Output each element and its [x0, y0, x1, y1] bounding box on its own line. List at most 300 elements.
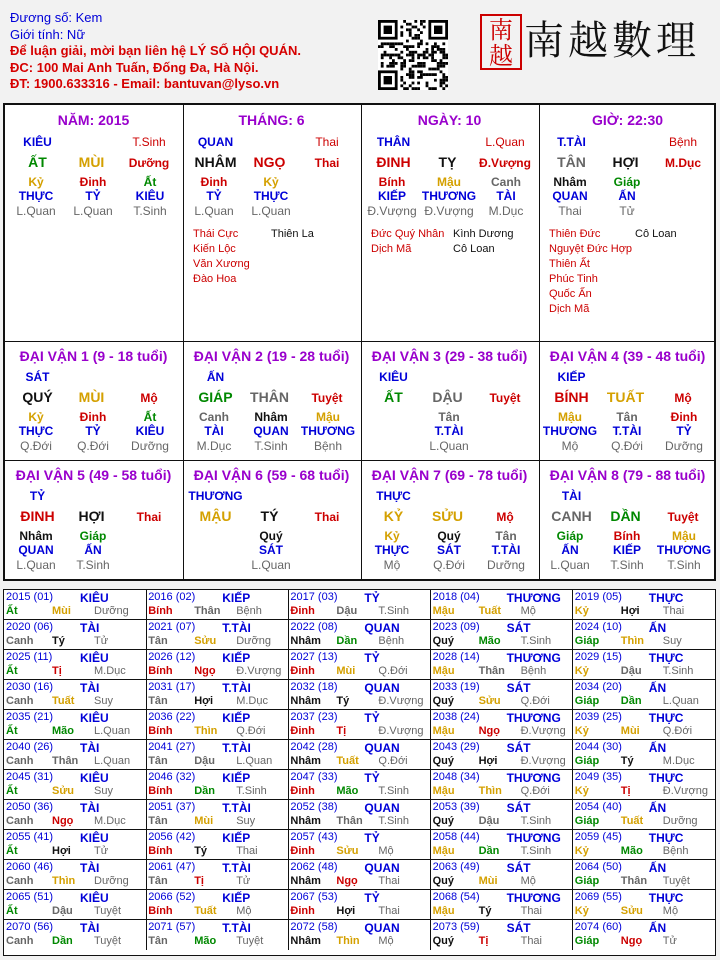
year-stem: Giáp [574, 755, 600, 767]
year-stem: Bính [148, 605, 173, 617]
year-ten-god: KIÊU [80, 711, 109, 725]
owner-name: Đương số: Kem [10, 10, 103, 25]
year-cell [431, 710, 574, 740]
year-branch: Tuất [52, 695, 75, 707]
hidden-phase: Dưỡng [487, 558, 525, 572]
year-phase: Thai [378, 905, 400, 917]
year-phase: Tử [236, 875, 251, 887]
year-branch: Mùi [620, 725, 640, 737]
year-label: 2016 (02) [148, 591, 196, 603]
year-cell [573, 920, 716, 950]
other-star: Kình Dương [453, 228, 514, 240]
year-stem: Giáp [574, 935, 600, 947]
hidden-phase: L.Quan [550, 558, 590, 572]
year-phase: M.Dục [94, 665, 126, 677]
earthly-branch: SỬU [431, 508, 464, 524]
hidden-phase: Mộ [383, 558, 401, 572]
dai-van-title: ĐẠI VẬN 2 (19 - 28 tuổi) [193, 348, 350, 364]
year-label: 2033 (19) [432, 681, 480, 693]
year-label: 2023 (09) [432, 621, 480, 633]
year-branch: Dậu [620, 665, 642, 677]
life-phase: Tuyệt [311, 391, 343, 405]
other-star: Cô Loan [453, 243, 495, 255]
hidden-phase: L.Quan [194, 204, 234, 218]
year-cell [146, 680, 289, 710]
year-label: 2039 (25) [574, 711, 622, 723]
year-stem: Ất [6, 905, 18, 917]
year-stem: Nhâm [290, 935, 321, 947]
year-label: 2031 (17) [148, 681, 196, 693]
year-branch: Thìn [336, 935, 360, 947]
hidden-stem: Nhâm [254, 410, 288, 424]
year-phase: Đ.Vượng [378, 725, 424, 737]
heavenly-stem: TÂN [557, 154, 586, 170]
year-stem: Quý [432, 935, 454, 947]
year-phase: Tử [662, 935, 677, 947]
hidden-ten-god: SÁT [259, 543, 283, 557]
hidden-ten-god: SÁT [437, 543, 461, 557]
earthly-branch: THÂN [250, 389, 289, 405]
year-stem: Tân [148, 935, 168, 947]
year-label: 2054 (40) [574, 801, 622, 813]
hidden-stem: Quý [259, 529, 283, 543]
year-branch: Tuất [194, 905, 217, 917]
year-branch: Thìn [194, 725, 218, 737]
year-ten-god: T.TÀI [222, 861, 251, 875]
year-cell [573, 680, 716, 710]
year-label: 2065 (51) [6, 891, 54, 903]
dai-van-panel [539, 341, 716, 460]
year-cell [146, 770, 289, 800]
year-branch: Tuất [620, 815, 644, 827]
pillar-panel [5, 105, 182, 341]
year-stem: Kỷ [574, 845, 589, 857]
dai-van-panel [5, 460, 182, 579]
year-ten-god: QUAN [364, 861, 400, 875]
year-cell [146, 650, 289, 680]
year-stem: Quý [432, 635, 454, 647]
hidden-ten-god: THỰC [18, 189, 54, 203]
year-ten-god: QUAN [364, 621, 400, 635]
hidden-ten-god: THƯƠNG [300, 424, 356, 438]
year-branch: Mão [194, 935, 217, 947]
year-phase: T.Sinh [520, 815, 552, 827]
year-cell [4, 770, 147, 800]
earthly-branch: HỢI [78, 508, 105, 524]
hidden-stem: Bính [613, 529, 641, 543]
hidden-stem: Mậu [316, 410, 340, 424]
year-branch: Dần [194, 785, 215, 797]
year-stem: Canh [6, 635, 34, 647]
year-label: 2044 (30) [574, 741, 622, 753]
year-ten-god: T.TÀI [222, 741, 251, 755]
year-branch: Ngọ [194, 665, 216, 677]
auspicious-star: Thái Cực [193, 228, 239, 240]
year-branch: Thân [478, 665, 505, 677]
year-branch: Mùi [194, 815, 214, 827]
hidden-phase: T.Sinh [610, 558, 644, 572]
year-branch: Tị [52, 665, 62, 677]
hidden-stem: Canh [491, 175, 521, 189]
year-stem: Kỷ [574, 665, 589, 677]
hidden-stem: Mậu [437, 175, 461, 189]
year-label: 2030 (16) [6, 681, 54, 693]
year-ten-god: SÁT [506, 621, 531, 635]
heavenly-stem: ĐINH [376, 154, 411, 170]
year-cell [573, 800, 716, 830]
year-phase: T.Sinh [520, 635, 552, 647]
life-phase: Mộ [140, 391, 158, 405]
hidden-stem: Tân [495, 529, 517, 543]
dai-van-panel [539, 460, 716, 579]
year-ten-god: SÁT [506, 741, 531, 755]
year-ten-god: ẤN [648, 921, 667, 935]
year-cell [573, 890, 716, 920]
hidden-stem: Giáp [613, 175, 641, 189]
auspicious-star: Nguyệt Đức Hợp [549, 243, 633, 255]
hidden-stem: Mậu [558, 410, 582, 424]
auspicious-star: Đức Quý Nhân [371, 228, 445, 240]
year-branch: Thìn [52, 875, 76, 887]
ten-god-star: QUAN [197, 135, 234, 149]
ten-god-star: THƯƠNG [188, 489, 243, 503]
year-phase: T.Sinh [236, 785, 267, 797]
year-stem: Ất [6, 845, 18, 857]
hidden-phase: Q.Đới [20, 439, 52, 453]
relation-label: L.Quan [485, 135, 525, 149]
ten-god-star: KIÊU [379, 370, 408, 384]
ten-god-star: TÀI [561, 489, 582, 503]
year-label: 2026 (12) [148, 651, 196, 663]
dai-van-title: ĐẠI VẬN 6 (59 - 68 tuổi) [193, 467, 350, 483]
year-phase: Suy [662, 635, 682, 647]
year-phase: Tuyệt [94, 935, 122, 947]
year-stem: Nhâm [290, 755, 321, 767]
ten-god-star: T.TÀI [557, 135, 586, 149]
dai-van-title: ĐẠI VẬN 7 (69 - 78 tuổi) [371, 467, 528, 483]
year-branch: Tý [52, 635, 65, 647]
year-cell [573, 590, 716, 620]
year-phase: Thai [378, 875, 400, 887]
year-branch: Mão [478, 635, 501, 647]
earthly-branch: TỴ [438, 154, 457, 170]
year-ten-god: T.TÀI [222, 801, 251, 815]
year-branch: Thân [620, 875, 648, 887]
year-label: 2042 (28) [290, 741, 338, 753]
year-stem: Quý [432, 815, 454, 827]
year-cell [288, 800, 431, 830]
hidden-stem: Mậu [672, 529, 696, 543]
year-label: 2072 (58) [290, 921, 338, 933]
hidden-ten-god: TÀI [496, 189, 516, 203]
year-stem: Ất [6, 725, 18, 737]
year-phase: Mộ [520, 605, 536, 617]
year-label: 2052 (38) [290, 801, 338, 813]
year-ten-god: KIẾP [222, 711, 251, 725]
hidden-phase: L.Quan [251, 558, 291, 572]
dai-van-panel [361, 341, 538, 460]
ten-god-star: KIÊU [23, 135, 52, 149]
year-stem: Tân [148, 755, 168, 767]
hidden-stem: Nhâm [19, 529, 53, 543]
address: ĐC: 100 Mai Anh Tuấn, Đống Đa, Hà Nội. [10, 59, 259, 75]
year-stem: Nhâm [290, 815, 321, 827]
auspicious-star: Thiên Ất [549, 258, 590, 270]
year-branch: Hợi [194, 695, 214, 707]
year-phase: Q.Đới [662, 725, 693, 737]
year-phase: Bệnh [378, 635, 405, 647]
year-stem: Quý [432, 875, 454, 887]
year-cell [288, 590, 431, 620]
year-ten-god: SÁT [506, 681, 531, 695]
earthly-branch: HỢI [612, 154, 639, 170]
year-stem: Đinh [290, 665, 315, 677]
year-stem: Kỷ [574, 725, 589, 737]
dai-van-panel [5, 341, 182, 460]
year-branch: Tị [336, 725, 347, 737]
hidden-phase: Q.Đới [77, 439, 109, 453]
year-cell [573, 710, 716, 740]
year-stem: Kỷ [574, 905, 589, 917]
year-ten-god: TÀI [80, 621, 100, 635]
year-ten-god: TỶ [364, 651, 380, 665]
year-cell [431, 590, 574, 620]
year-label: 2055 (41) [6, 831, 54, 843]
hidden-stem: Ất [143, 175, 157, 189]
hidden-phase: L.Quan [16, 558, 56, 572]
year-ten-god: THƯƠNG [506, 771, 561, 785]
year-label: 2070 (56) [6, 921, 54, 933]
ten-god-star: TỶ [29, 489, 46, 503]
dai-van-panel [183, 341, 360, 460]
year-phase: Suy [236, 815, 256, 827]
hidden-ten-god: T.TÀI [612, 424, 642, 438]
year-stem: Bính [148, 845, 173, 857]
year-label: 2024 (10) [574, 621, 622, 633]
year-phase: Đ.Vượng [236, 665, 282, 677]
year-ten-god: THỰC [648, 831, 684, 845]
year-cell [431, 800, 574, 830]
hidden-ten-god: THỰC [253, 189, 289, 203]
year-ten-god: TỶ [364, 831, 380, 845]
dai-van-title: ĐẠI VẬN 5 (49 - 58 tuổi) [15, 467, 172, 483]
year-ten-god: KIÊU [80, 891, 109, 905]
annual-fortune-table [3, 589, 716, 956]
year-branch: Ngọ [620, 935, 643, 947]
year-branch: Hợi [336, 905, 356, 917]
earthly-branch: DẬU [432, 389, 463, 405]
year-stem: Tân [148, 695, 168, 707]
year-stem: Bính [148, 785, 173, 797]
year-label: 2056 (42) [148, 831, 196, 843]
hidden-ten-god: THỰC [18, 424, 54, 438]
life-phase: Dưỡng [128, 156, 170, 170]
year-cell [431, 650, 574, 680]
hidden-ten-god: T.TÀI [491, 543, 521, 557]
year-cell [288, 650, 431, 680]
hidden-ten-god: ẤN [618, 189, 636, 203]
year-branch: Tý [336, 695, 350, 707]
year-phase: Mộ [236, 905, 252, 917]
year-ten-god: THỰC [648, 651, 684, 665]
auspicious-star: Quốc Ấn [549, 288, 592, 300]
year-label: 2050 (36) [6, 801, 54, 813]
pillar-panel [183, 105, 360, 341]
year-cell [146, 890, 289, 920]
life-phase: Mộ [674, 391, 692, 405]
pillar-title: NĂM: 2015 [57, 112, 130, 128]
year-label: 2017 (03) [290, 591, 338, 603]
year-ten-god: SÁT [506, 861, 531, 875]
year-ten-god: SÁT [506, 921, 531, 935]
year-ten-god: QUAN [364, 801, 400, 815]
hidden-phase: L.Quan [16, 204, 56, 218]
year-branch: Tị [478, 935, 489, 947]
year-phase: Tử [94, 845, 109, 857]
year-cell [146, 920, 289, 950]
year-branch: Dậu [194, 755, 215, 767]
dai-van-title: ĐẠI VẬN 4 (39 - 48 tuổi) [549, 348, 706, 364]
year-label: 2073 (59) [432, 921, 480, 933]
year-ten-god: THỰC [648, 591, 684, 605]
life-phase: Đ.Vượng [479, 156, 531, 170]
auspicious-star: Dịch Mã [549, 303, 590, 315]
year-ten-god: ẤN [648, 741, 667, 755]
year-branch: Thân [52, 755, 79, 767]
year-ten-god: KIÊU [80, 591, 109, 605]
hidden-ten-god: KIÊU [135, 189, 165, 203]
year-stem: Mậu [432, 905, 455, 917]
year-ten-god: TỶ [364, 771, 380, 785]
heavenly-stem: NHÂM [194, 154, 237, 170]
year-ten-god: KIẾP [222, 771, 251, 785]
year-phase: Thai [520, 905, 542, 917]
hidden-ten-god: THƯƠNG [542, 424, 598, 438]
year-stem: Tân [148, 875, 168, 887]
year-branch: Hợi [620, 605, 640, 617]
year-phase: Q.Đới [236, 725, 266, 737]
year-branch: Hợi [478, 755, 498, 767]
year-label: 2034 (20) [574, 681, 622, 693]
earthly-branch: NGỌ [253, 154, 286, 170]
year-branch: Tý [478, 905, 492, 917]
year-ten-god: THƯƠNG [506, 591, 561, 605]
hidden-stem: Tân [616, 410, 638, 424]
year-cell [573, 830, 716, 860]
year-label: 2032 (18) [290, 681, 338, 693]
year-phase: Suy [94, 785, 113, 797]
year-phase: Bệnh [662, 845, 689, 857]
year-branch: Hợi [52, 845, 71, 857]
year-phase: Tuyệt [94, 905, 122, 917]
heavenly-stem: ẤT [28, 154, 47, 170]
year-stem: Đinh [290, 905, 315, 917]
hidden-ten-god: TÀI [204, 424, 224, 438]
year-phase: Q.Đới [520, 695, 550, 707]
year-ten-god: KIẾP [222, 591, 251, 605]
hidden-ten-god: QUAN [18, 543, 54, 557]
heavenly-stem: ẤT [384, 389, 403, 405]
year-branch: Ngọ [478, 725, 500, 737]
year-phase: Tuyệt [662, 875, 690, 887]
brand-logo: 南越數理 [524, 18, 700, 64]
year-label: 2057 (43) [290, 831, 338, 843]
hidden-stem: Kỷ [384, 529, 400, 543]
year-branch: Mão [336, 785, 359, 797]
hidden-stem: Kỷ [28, 175, 44, 189]
year-label: 2071 (57) [148, 921, 196, 933]
hidden-phase: L.Quan [251, 204, 291, 218]
year-cell [288, 740, 431, 770]
year-phase: Mộ [520, 875, 536, 887]
qr-code-icon [378, 20, 448, 90]
hidden-ten-god: KIẾP [377, 189, 406, 203]
year-branch: Dần [336, 635, 358, 647]
year-phase: Q.Đới [378, 755, 408, 767]
pillar-panel [361, 105, 538, 341]
year-cell [146, 620, 289, 650]
year-phase: T.Sinh [378, 815, 409, 827]
year-label: 2027 (13) [290, 651, 338, 663]
relation-label: T.Sinh [132, 135, 166, 149]
year-cell [431, 920, 574, 950]
year-cell [4, 620, 147, 650]
year-branch: Tý [194, 845, 208, 857]
year-stem: Mậu [432, 725, 455, 737]
life-phase: Mộ [496, 510, 514, 524]
heavenly-stem: ĐINH [20, 508, 55, 524]
year-ten-god: TỶ [364, 591, 380, 605]
year-ten-god: QUAN [364, 681, 400, 695]
year-phase: Dưỡng [236, 635, 271, 647]
life-phase: Thai [136, 510, 162, 524]
year-label: 2025 (11) [6, 651, 53, 663]
year-phase: L.Quan [94, 725, 131, 737]
hidden-ten-god: KIẾP [612, 543, 641, 557]
dai-van-title: ĐẠI VẬN 1 (9 - 18 tuổi) [19, 348, 168, 364]
year-label: 2041 (27) [148, 741, 196, 753]
year-ten-god: KIÊU [80, 651, 109, 665]
relation-label: Thai [315, 135, 339, 149]
year-cell [4, 800, 147, 830]
year-label: 2043 (29) [432, 741, 480, 753]
heavenly-stem: CANH [551, 508, 592, 524]
hidden-ten-god: QUAN [552, 189, 588, 203]
year-ten-god: ẤN [648, 801, 667, 815]
year-phase: Dưỡng [94, 875, 129, 887]
year-phase: Tuyệt [236, 935, 264, 947]
year-phase: Đ.Vượng [520, 755, 566, 767]
year-cell [146, 800, 289, 830]
year-phase: Đ.Vượng [520, 725, 566, 737]
hidden-ten-god: KIÊU [135, 424, 165, 438]
year-ten-god: TÀI [80, 741, 100, 755]
year-label: 2061 (47) [148, 861, 196, 873]
hidden-ten-god: THƯƠNG [656, 543, 712, 557]
ten-god-star: SÁT [25, 370, 50, 384]
year-branch: Sửu [194, 635, 217, 647]
year-stem: Mậu [432, 845, 455, 857]
year-label: 2053 (39) [432, 801, 480, 813]
year-branch: Sửu [52, 785, 75, 797]
year-branch: Dậu [52, 905, 73, 917]
year-ten-god: THƯƠNG [506, 891, 561, 905]
year-cell [431, 770, 574, 800]
year-label: 2051 (37) [148, 801, 196, 813]
year-cell [288, 770, 431, 800]
gender: Giới tính: Nữ [10, 26, 86, 42]
year-phase: Dưỡng [662, 815, 698, 827]
